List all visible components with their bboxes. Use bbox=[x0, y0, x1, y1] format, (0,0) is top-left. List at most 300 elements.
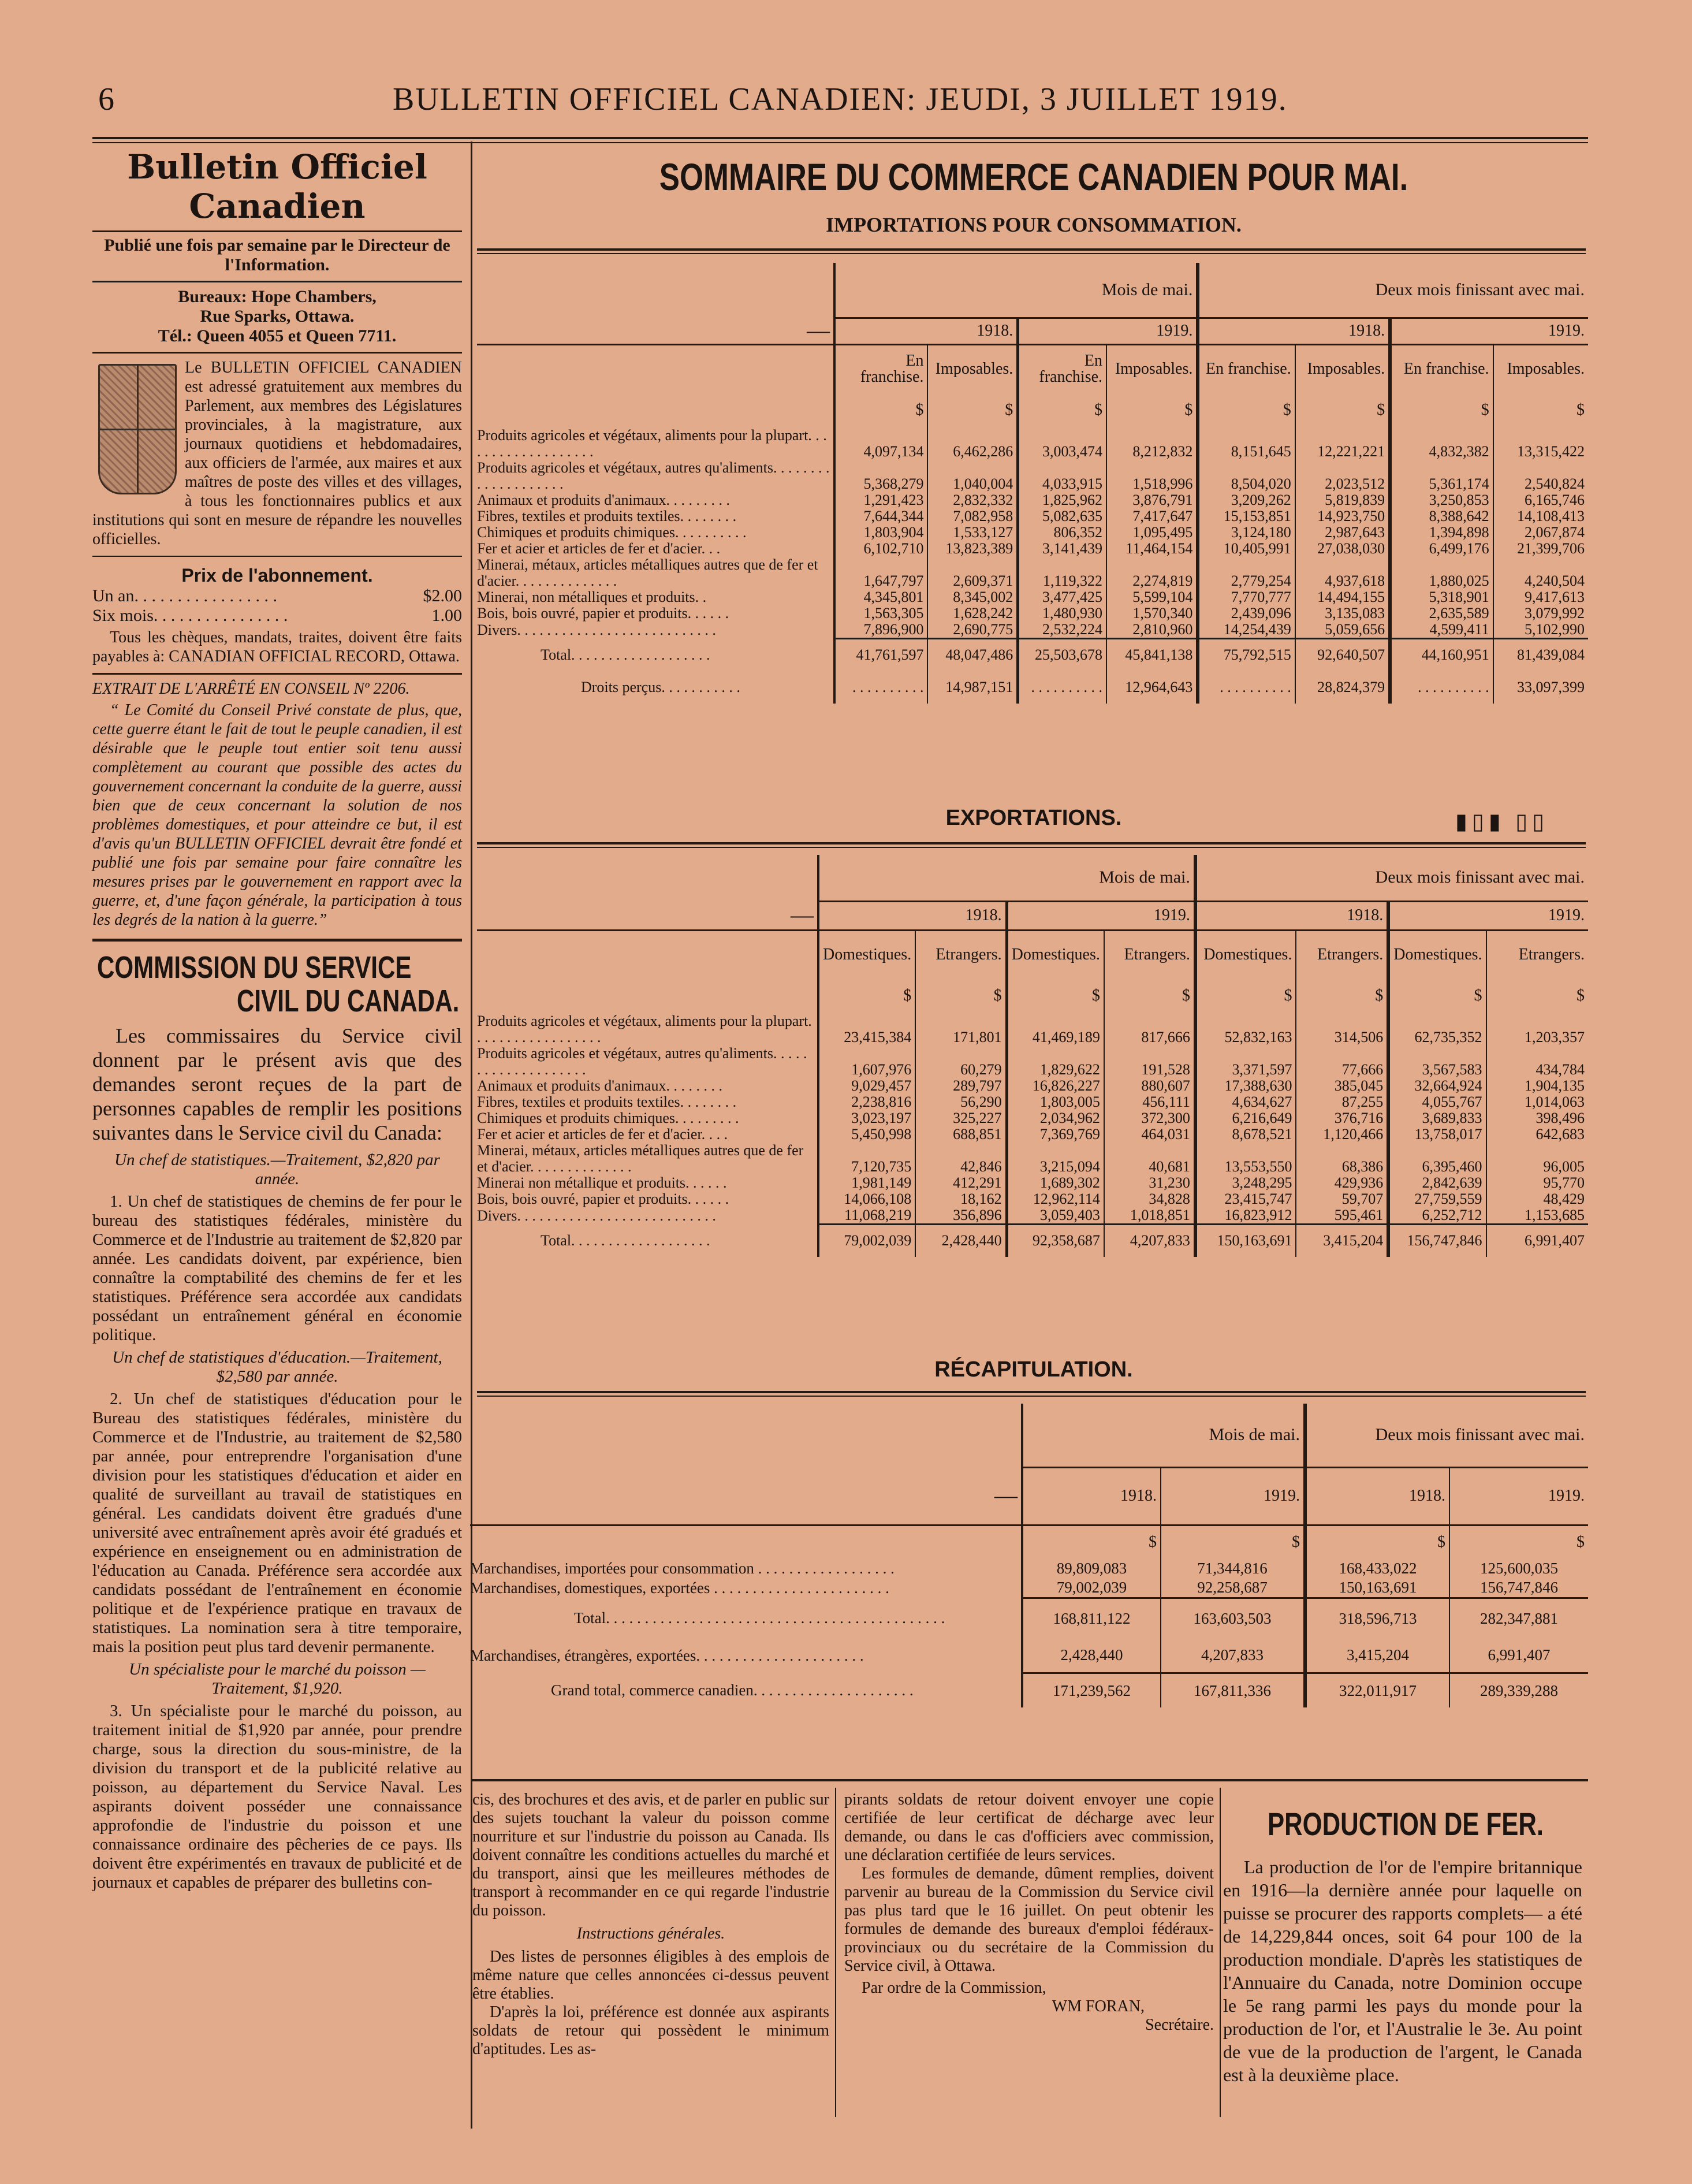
recap-value: 318,596,713 bbox=[1305, 1598, 1449, 1638]
imports-title: IMPORTATIONS POUR CONSOMMATION. bbox=[826, 213, 1242, 236]
row-value: 595,461 bbox=[1296, 1207, 1388, 1225]
row-value: 8,345,002 bbox=[927, 589, 1018, 605]
recap-value: 167,811,336 bbox=[1161, 1673, 1305, 1707]
table-row bbox=[477, 1207, 1588, 1225]
commission-col-3 bbox=[844, 1791, 1214, 2034]
row-value: 7,417,647 bbox=[1106, 508, 1198, 524]
row-value: 52,832,163 bbox=[1195, 1013, 1296, 1046]
dollar-sign: $ bbox=[1388, 978, 1486, 1013]
total-label: Total. . . . . . . . . . . . . . . . . . . bbox=[541, 646, 710, 663]
recap-row bbox=[470, 1558, 1588, 1578]
row-value: 3,248,295 bbox=[1195, 1175, 1296, 1191]
row-value: 1,981,149 bbox=[818, 1175, 915, 1191]
row-value: 6,102,710 bbox=[834, 541, 927, 557]
row-value: 4,055,767 bbox=[1388, 1094, 1486, 1110]
row-value: 13,553,550 bbox=[1195, 1143, 1296, 1175]
recap-row bbox=[470, 1598, 1588, 1638]
recap-row bbox=[470, 1578, 1588, 1598]
row-value: 17,388,630 bbox=[1195, 1078, 1296, 1094]
row-value: 4,097,134 bbox=[834, 427, 927, 460]
total-value: 4,207,833 bbox=[1104, 1225, 1195, 1257]
row-value: 10,405,991 bbox=[1198, 541, 1295, 557]
row-value: 13,315,422 bbox=[1493, 427, 1588, 460]
row-value: 56,290 bbox=[915, 1094, 1007, 1110]
row-value: 5,102,990 bbox=[1493, 622, 1588, 639]
row-value: 2,274,819 bbox=[1106, 557, 1198, 589]
commission-lead: Les commissaires du Service civil donnent par le présent avis que des demandes seront reçues de la part de personnes capables de remplir les positions suivantes dans le Service civil du Canada: bbox=[92, 1024, 462, 1144]
row-label: Chimiques et produits chimiques. . . . . . . . . bbox=[477, 1110, 739, 1126]
table-row bbox=[477, 1175, 1588, 1191]
row-value: 3,689,833 bbox=[1388, 1110, 1486, 1126]
commission-col-2 bbox=[472, 1791, 829, 2059]
row-value: 1,040,004 bbox=[927, 460, 1018, 492]
row-value: 817,666 bbox=[1104, 1013, 1195, 1046]
office-line-1: Bureaux: Hope Chambers, bbox=[178, 287, 377, 306]
row-value: 5,368,279 bbox=[834, 460, 927, 492]
col2-text-a: cis, des brochures et des avis, et de parler en public sur des sujets touchant la valeur du poisson comme nourriture et sur l'industrie du poisson au Canada. Ils doivent connaître les conditions actuelles du marché et du transport, ainsi que les meilleures méthodes de transport à recommander en ce qui regarde l'industrie du poisson. bbox=[472, 1791, 829, 1919]
recap-title: RÉCAPITULATION. bbox=[934, 1357, 1133, 1382]
dollar-sign: $ bbox=[1195, 978, 1296, 1013]
row-value: 412,291 bbox=[915, 1175, 1007, 1191]
duties-value: 14,987,151 bbox=[927, 671, 1018, 704]
total-value: 45,841,138 bbox=[1106, 639, 1198, 671]
recap-value: 156,747,846 bbox=[1449, 1578, 1588, 1598]
row-value: 14,254,439 bbox=[1198, 622, 1295, 639]
position-text-3: 3. Un spécialiste pour le marché du poisson, au traitement initial de $1,920 par année, pour prendre charge, sous la direction du sous-ministre, de la division du transport et de la publicité relative au poisson, au département du Service Naval. Les aspirants doivent posséder une connaissance approfondie de l'industrie du poisson et une connaissance ordinaire des pêcheries de ce pays. Ils doivent être expérimentés en travaux de publicité et de journaux et capables de préparer des bulletins con- bbox=[92, 1702, 462, 1892]
row-value: 87,255 bbox=[1296, 1094, 1388, 1110]
col2-text-c: D'après la loi, préférence est donnée aux aspirants soldats de retour qui possèdent le minimum d'aptitudes. Les as- bbox=[472, 2003, 829, 2058]
row-value: 3,059,403 bbox=[1007, 1207, 1104, 1225]
recap-value: 6,991,407 bbox=[1449, 1638, 1588, 1673]
row-value: 6,216,649 bbox=[1195, 1110, 1296, 1126]
row-label: Bois, bois ouvré, papier et produits. . . . . . bbox=[477, 605, 729, 622]
office-line-2: Rue Sparks, Ottawa. bbox=[200, 307, 355, 326]
signature-title: Secrétaire. bbox=[1145, 2016, 1214, 2034]
exports-table: Mois de mai. Deux mois finissant avec mai. — 1918. 1919. 1918. 1919. Domestiques. Etrangers. Domestiques. Etrangers. Domestiques. Etrangers. Domestiques. Etrangers. $ $ $ $ $ $ $ $ Produits agricoles et végétaux, aliments pour la plupart. . . . . . . . . . . . . . . . . . 23,415,384 171,801 41,469,189 817,666 52,832,163 314,506 62,735,352 1,203,357 Produits agricoles et végétaux, autres qu'aliments. . . . . . . . . . . . . . . . . . . . 1,607,976 60,279 1,829,622 191,528 3,371,597 77,666 3,567,583 434,784 Animaux et produits d'animaux. . . . . . . . 9,029,457 289,797 16,826,227 880,607 17,388,630 385,045 32,664,924 1,904,135 Fibres, textiles et produits textiles. . . . . . . . 2,238,816 56,290 1,803,005 456,111 4,634,627 87,255 4,055,767 1,014,063 Chimiques et produits chimiques. . . . . . . . . 3,023,197 325,227 2,034,962 372,300 6,216,649 376,716 3,689,833 398,496 Fer et acier et articles de fer et d'acier. . . . 5,450,998 688,851 7,369,769 464,031 8,678,521 1,120,466 13,758,017 642,683 Minerai, métaux, articles métalliques autres que de fer et d'acier. . . . . . . . . . . . . . 7,120,735 42,846 3,215,094 40,681 13,553,550 68,386 6,395,460 96,005 Minerai non métallique et produits. . . . . . 1,981,149 412,291 1,689,302 31,230 3,248,295 429,936 2,842,639 95,770 Bois, bois ouvré, papier et produits. . . . . . 14,066,108 18,162 12,962,114 34,828 23,415,747 59,707 27,759,559 48,429 Divers. . . . . . . . . . . . . . . . . . . . . . . . . . . 11,068,219 356,896 3,059,403 1,018,851 16,823,912 595,461 6,252,712 1,153,685 Total. . . . . . . . . . . . . . . . . . . 79,002,039 2,428,440 92,358,687 4,207,833 150,163,691 3,415,204 156,747,846 6,991,407 bbox=[477, 855, 1588, 1257]
position-heading-1: Un chef de statistiques.—Traitement, $2,820 par année. bbox=[114, 1151, 440, 1188]
duties-label: Droits perçus. . . . . . . . . . . bbox=[581, 678, 740, 695]
row-value: 1,880,025 bbox=[1390, 557, 1493, 589]
row-value: 27,038,030 bbox=[1295, 541, 1390, 557]
row-value: 5,318,901 bbox=[1390, 589, 1493, 605]
row-value: 3,250,853 bbox=[1390, 492, 1493, 508]
dollar-sign: $ bbox=[1296, 978, 1388, 1013]
row-label: Fer et acier et articles de fer et d'acier. . . . bbox=[477, 1126, 728, 1143]
row-value: 14,108,413 bbox=[1493, 508, 1588, 524]
duties-dots: . . . . . . . . . . bbox=[1198, 671, 1295, 704]
row-value: 3,876,791 bbox=[1106, 492, 1198, 508]
dollar-sign: $ bbox=[915, 978, 1007, 1013]
row-value: 9,417,613 bbox=[1493, 589, 1588, 605]
row-value: 2,609,371 bbox=[927, 557, 1018, 589]
row-value: 40,681 bbox=[1104, 1143, 1195, 1175]
row-value: 3,003,474 bbox=[1018, 427, 1106, 460]
row-value: 171,801 bbox=[915, 1013, 1007, 1046]
row-value: 23,415,747 bbox=[1195, 1191, 1296, 1207]
row-value: 3,124,180 bbox=[1198, 524, 1295, 541]
table-row bbox=[477, 541, 1588, 557]
row-label: Produits agricoles et végétaux, autres qu'aliments. . . . . . . . . . . . . . . . . . . . bbox=[477, 459, 830, 492]
imports-group-twomonths: Deux mois finissant avec mai. bbox=[1198, 263, 1588, 318]
row-value: 1,203,357 bbox=[1486, 1013, 1588, 1046]
printer-mark-icon: ▮▯▮ ▯▯ bbox=[1455, 810, 1549, 834]
imports-top-rule bbox=[477, 248, 1586, 251]
recap-value: 71,344,816 bbox=[1161, 1558, 1305, 1578]
recap-value: 282,347,881 bbox=[1449, 1598, 1588, 1638]
recap-value: 322,011,917 bbox=[1305, 1673, 1449, 1707]
recap-row bbox=[470, 1638, 1588, 1673]
row-value: 1,480,930 bbox=[1018, 605, 1106, 622]
row-value: 68,386 bbox=[1296, 1143, 1388, 1175]
exports-top-rule bbox=[477, 842, 1586, 844]
col3-text-a: pirants soldats de retour doivent envoyer une copie certifiée de leur certificat de décharge avec leur demande, ou dans le cas d'officiers avec commission, une déclaration certifiée de leurs services. bbox=[844, 1791, 1214, 1864]
recap-top-rule bbox=[477, 1391, 1586, 1393]
extract-text: “ Le Comité du Conseil Privé constate de plus, que, cette guerre étant le fait de tout le peuple canadien, il est désirable que le peuple tout entier soit tenu aussi complètement au courant que possible des actes du gouvernement concernant la conduite de la guerre, aussi bien que de ceux concernant la solution de nos problèmes domestiques, et pour atteindre ce but, il est d'avis qu'un BULLETIN OFFICIEL devrait être fondé et publié une fois par semaine pour faire connaître les mesures prises par le gouvernement en rapport avec la guerre, et, d'une façon générale, la participation à tous les degrés de la nation à la guerre.” bbox=[92, 701, 462, 929]
row-value: 1,689,302 bbox=[1007, 1175, 1104, 1191]
recap-label: Grand total, commerce canadien. . . . . . . . . . . . . . . . . . . . . bbox=[551, 1681, 914, 1699]
table-row bbox=[477, 508, 1588, 524]
header-rule bbox=[92, 137, 1588, 139]
recap-value: 150,163,691 bbox=[1305, 1578, 1449, 1598]
row-value: 41,469,189 bbox=[1007, 1013, 1104, 1046]
row-value: 1,628,242 bbox=[927, 605, 1018, 622]
recap-top-rule-2 bbox=[477, 1396, 1586, 1397]
row-value: 1,095,495 bbox=[1106, 524, 1198, 541]
duties-dots: . . . . . . . . . . bbox=[1018, 671, 1106, 704]
production-title: PRODUCTION DE FER. bbox=[1267, 1806, 1544, 1842]
table-row bbox=[477, 1013, 1588, 1046]
row-value: 2,532,224 bbox=[1018, 622, 1106, 639]
table-row bbox=[477, 557, 1588, 589]
total-value: 150,163,691 bbox=[1195, 1225, 1296, 1257]
table-row bbox=[477, 460, 1588, 492]
row-value: 7,770,777 bbox=[1198, 589, 1295, 605]
intro-paragraph bbox=[92, 358, 462, 549]
left-column bbox=[92, 142, 462, 2129]
row-value: 1,647,797 bbox=[834, 557, 927, 589]
total-value: 75,792,515 bbox=[1198, 639, 1295, 671]
row-value: 398,496 bbox=[1486, 1110, 1588, 1126]
dollar-sign: $ bbox=[1106, 393, 1198, 427]
row-label: Animaux et produits d'animaux. . . . . . . . . bbox=[477, 492, 730, 508]
recap-value: 289,339,288 bbox=[1449, 1673, 1588, 1707]
row-value: 8,504,020 bbox=[1198, 460, 1295, 492]
price-row: Un an. . . . . . . . . . . . . . . . . $2.00 bbox=[92, 586, 462, 605]
row-value: 4,832,382 bbox=[1390, 427, 1493, 460]
table-row bbox=[477, 1078, 1588, 1094]
row-value: 4,240,504 bbox=[1493, 557, 1588, 589]
row-value: 456,111 bbox=[1104, 1094, 1195, 1110]
dollar-sign: $ bbox=[1018, 393, 1106, 427]
row-value: 5,599,104 bbox=[1106, 589, 1198, 605]
row-value: 1,570,340 bbox=[1106, 605, 1198, 622]
recap-table: Mois de mai. Deux mois finissant avec mai. — 1918. 1919. 1918. 1919. $ $ $ $ Marchandises, importées pour consommation . . . . . . . . . . . . . . . . . . 89,809,083 71,344,816 168,433,022 125,600,035 Marchandises, domestiques, exportées . . . . . . . . . . . . . . . . . . . . . . . 79,002,039 92,258,687 150,163,691 156,747,846 Total. . . . . . . . . . . . . . . . . . . . . . . . . . . . . . . . . . . . . . . . . . . . 168,811,122 163,603,503 318,596,713 282,347,881 Marchandises, étrangères, exportées. . . . . . . . . . . . . . . . . . . . . . 2,428,440 4,207,833 3,415,204 6,991,407 Grand total, commerce canadien. . . . . . . . . . . . . . . . . . . . . 171,239,562 167,811,336 322,011,917 289,339,288 bbox=[470, 1404, 1588, 1707]
production-text: La production de l'or de l'empire britannique en 1916—la dernière année pour laquelle on puisse se procurer des rapports complets— a été de 14,229,844 onces, soit 64 pour 100 de la production mondiale. D'après les statistiques de l'Annuaire du Canada, notre Dominion occupe le 5e rang parmi les pays du monde pour la production de l'or, et l'Australie le 3e. Au point de vue de la production de l'argent, le Canada est à la deuxième place. bbox=[1223, 1856, 1582, 2085]
col3-text-c: Par ordre de la Commission, bbox=[862, 1979, 1046, 1997]
row-value: 34,828 bbox=[1104, 1191, 1195, 1207]
bottom-divider-1 bbox=[835, 1788, 836, 2117]
row-value: 13,758,017 bbox=[1388, 1126, 1486, 1143]
row-value: 62,735,352 bbox=[1388, 1013, 1486, 1046]
row-value: 48,429 bbox=[1486, 1191, 1588, 1207]
row-value: 2,832,332 bbox=[927, 492, 1018, 508]
row-value: 4,937,618 bbox=[1295, 557, 1390, 589]
recap-label: Marchandises, étrangères, exportées. . . . . . . . . . . . . . . . . . . . . . bbox=[470, 1647, 864, 1664]
row-value: 7,644,344 bbox=[834, 508, 927, 524]
row-value: 6,462,286 bbox=[927, 427, 1018, 460]
row-value: 15,153,851 bbox=[1198, 508, 1295, 524]
row-value: 880,607 bbox=[1104, 1078, 1195, 1094]
row-value: 5,450,998 bbox=[818, 1126, 915, 1143]
row-value: 7,896,900 bbox=[834, 622, 927, 639]
row-value: 59,707 bbox=[1296, 1191, 1388, 1207]
table-row bbox=[477, 1143, 1588, 1175]
position-heading-2: Un chef de statistiques d'éducation.—Traitement, $2,580 par année. bbox=[112, 1348, 442, 1386]
row-value: 23,415,384 bbox=[818, 1013, 915, 1046]
row-value: 3,477,425 bbox=[1018, 589, 1106, 605]
row-value: 1,904,135 bbox=[1486, 1078, 1588, 1094]
row-value: 191,528 bbox=[1104, 1046, 1195, 1078]
row-label: Produits agricoles et végétaux, aliments pour la plupart. . . . . . . . . . . . . . . . . . bbox=[477, 1013, 812, 1046]
total-value: 44,160,951 bbox=[1390, 639, 1493, 671]
exports-group-month: Mois de mai. bbox=[818, 855, 1195, 901]
row-value: 12,962,114 bbox=[1007, 1191, 1104, 1207]
duties-value: 33,097,399 bbox=[1493, 671, 1588, 704]
commission-title-1: COMMISSION DU SERVICE bbox=[97, 950, 412, 985]
row-label: Fer et acier et articles de fer et d'acier. . . bbox=[477, 540, 721, 557]
row-value: 2,842,639 bbox=[1388, 1175, 1486, 1191]
bottom-section-rule bbox=[472, 1779, 1588, 1781]
total-label: Total. . . . . . . . . . . . . . . . . . . bbox=[541, 1231, 710, 1249]
table-row bbox=[477, 589, 1588, 605]
row-label: Minerai, métaux, articles métalliques autres que de fer et d'acier. . . . . . . . . . . . . . bbox=[477, 556, 818, 589]
commission-title-2: CIVIL DU CANADA. bbox=[237, 984, 460, 1018]
row-label: Produits agricoles et végétaux, autres qu'aliments. . . . . . . . . . . . . . . . . . . . bbox=[477, 1045, 807, 1078]
row-value: 32,664,924 bbox=[1388, 1078, 1486, 1094]
row-value: 325,227 bbox=[915, 1110, 1007, 1126]
row-value: 1,803,904 bbox=[834, 524, 927, 541]
recap-value: 2,428,440 bbox=[1022, 1638, 1161, 1673]
row-value: 5,059,656 bbox=[1295, 622, 1390, 639]
row-value: 95,770 bbox=[1486, 1175, 1588, 1191]
row-label: Divers. . . . . . . . . . . . . . . . . . . . . . . . . . . bbox=[477, 1207, 716, 1224]
recap-value: 92,258,687 bbox=[1161, 1578, 1305, 1598]
duties-dots: . . . . . . . . . . bbox=[834, 671, 927, 704]
table-row bbox=[477, 622, 1588, 639]
recap-value: 168,811,122 bbox=[1022, 1598, 1161, 1638]
recap-value: 4,207,833 bbox=[1161, 1638, 1305, 1673]
row-label: Animaux et produits d'animaux. . . . . . . . bbox=[477, 1077, 722, 1094]
total-value: 25,503,678 bbox=[1018, 639, 1106, 671]
row-value: 642,683 bbox=[1486, 1126, 1588, 1143]
row-value: 3,023,197 bbox=[818, 1110, 915, 1126]
total-value: 79,002,039 bbox=[818, 1225, 915, 1257]
total-value: 41,761,597 bbox=[834, 639, 927, 671]
row-value: 3,371,597 bbox=[1195, 1046, 1296, 1078]
row-value: 4,033,915 bbox=[1018, 460, 1106, 492]
row-value: 60,279 bbox=[915, 1046, 1007, 1078]
row-value: 314,506 bbox=[1296, 1013, 1388, 1046]
row-value: 1,014,063 bbox=[1486, 1094, 1588, 1110]
page-number: 6 bbox=[98, 81, 114, 117]
row-label: Minerai non métallique et produits. . . . . . bbox=[477, 1174, 727, 1191]
dollar-sign: $ bbox=[818, 978, 915, 1013]
dollar-sign: $ bbox=[1390, 393, 1493, 427]
summary-title: SOMMAIRE DU COMMERCE CANADIEN POUR MAI. bbox=[659, 155, 1408, 198]
row-value: 6,252,712 bbox=[1388, 1207, 1486, 1225]
row-value: 376,716 bbox=[1296, 1110, 1388, 1126]
total-value: 92,358,687 bbox=[1007, 1225, 1104, 1257]
recap-value: 163,603,503 bbox=[1161, 1598, 1305, 1638]
row-label: Chimiques et produits chimiques. . . . . . . . . . bbox=[477, 524, 747, 541]
row-label: Minerai, métaux, articles métalliques autres que de fer et d'acier. . . . . . . . . . . . . . bbox=[477, 1142, 804, 1175]
dollar-sign: $ bbox=[1104, 978, 1195, 1013]
masthead-subtitle: Publié une fois par semaine par le Directeur de l'Information. bbox=[104, 236, 450, 274]
row-value: 27,759,559 bbox=[1388, 1191, 1486, 1207]
row-value: 2,987,643 bbox=[1295, 524, 1390, 541]
row-value: 6,395,460 bbox=[1388, 1143, 1486, 1175]
row-value: 3,135,083 bbox=[1295, 605, 1390, 622]
row-value: 5,819,839 bbox=[1295, 492, 1390, 508]
exports-title: EXPORTATIONS. bbox=[945, 806, 1122, 830]
row-value: 1,803,005 bbox=[1007, 1094, 1104, 1110]
row-value: 2,810,960 bbox=[1106, 622, 1198, 639]
total-value: 92,640,507 bbox=[1295, 639, 1390, 671]
row-value: 4,345,801 bbox=[834, 589, 927, 605]
row-value: 13,823,389 bbox=[927, 541, 1018, 557]
row-value: 806,352 bbox=[1018, 524, 1106, 541]
duties-row bbox=[477, 671, 1588, 704]
subscription-title: Prix de l'abonnement. bbox=[181, 565, 373, 586]
total-row bbox=[477, 1225, 1588, 1257]
table-row bbox=[477, 1191, 1588, 1207]
total-value: 48,047,486 bbox=[927, 639, 1018, 671]
row-value: 8,388,642 bbox=[1390, 508, 1493, 524]
row-value: 1,825,962 bbox=[1018, 492, 1106, 508]
row-value: 2,540,824 bbox=[1493, 460, 1588, 492]
row-value: 3,215,094 bbox=[1007, 1143, 1104, 1175]
total-value: 156,747,846 bbox=[1388, 1225, 1486, 1257]
position-text-1: 1. Un chef de statistiques de chemins de fer pour le bureau des statistiques fédérales, ministère du Commerce et de l'Industrie au traitement de $2,820 par année. Les candidats doivent, par expérience, bien connaître la comptabilité des chemins de fer et les statistiques. Préférence sera accordée aux candidats possédant un entraînement général en économie politique. bbox=[92, 1192, 462, 1344]
row-value: 372,300 bbox=[1104, 1110, 1195, 1126]
row-value: 2,238,816 bbox=[818, 1094, 915, 1110]
dollar-sign: $ bbox=[834, 393, 927, 427]
total-row bbox=[477, 639, 1588, 671]
row-value: 1,533,127 bbox=[927, 524, 1018, 541]
row-value: 1,119,322 bbox=[1018, 557, 1106, 589]
row-value: 1,563,305 bbox=[834, 605, 927, 622]
running-header bbox=[92, 81, 1588, 133]
dollar-sign: $ bbox=[1493, 393, 1588, 427]
row-value: 4,634,627 bbox=[1195, 1094, 1296, 1110]
row-value: 385,045 bbox=[1296, 1078, 1388, 1094]
dollar-sign: $ bbox=[1295, 393, 1390, 427]
table-row bbox=[477, 1094, 1588, 1110]
exports-group-twomonths: Deux mois finissant avec mai. bbox=[1195, 855, 1588, 901]
row-value: 289,797 bbox=[915, 1078, 1007, 1094]
row-value: 18,162 bbox=[915, 1191, 1007, 1207]
duties-value: 28,824,379 bbox=[1295, 671, 1390, 704]
recap-value: 79,002,039 bbox=[1022, 1578, 1161, 1598]
row-value: 6,165,746 bbox=[1493, 492, 1588, 508]
table-row bbox=[477, 1110, 1588, 1126]
total-value: 2,428,440 bbox=[915, 1225, 1007, 1257]
dollar-sign: $ bbox=[927, 393, 1018, 427]
table-row bbox=[477, 1126, 1588, 1143]
general-instructions-heading: Instructions générales. bbox=[576, 1925, 725, 1943]
exports-top-rule-2 bbox=[477, 847, 1586, 848]
row-value: 14,923,750 bbox=[1295, 508, 1390, 524]
signature-name: WM FORAN, bbox=[1052, 1997, 1145, 2015]
recap-value: 89,809,083 bbox=[1022, 1558, 1161, 1578]
dollar-sign: $ bbox=[1007, 978, 1104, 1013]
row-value: 3,141,439 bbox=[1018, 541, 1106, 557]
row-value: 21,399,706 bbox=[1493, 541, 1588, 557]
table-row bbox=[477, 605, 1588, 622]
row-value: 1,518,996 bbox=[1106, 460, 1198, 492]
row-value: 14,494,155 bbox=[1295, 589, 1390, 605]
row-value: 3,567,583 bbox=[1388, 1046, 1486, 1078]
row-value: 1,153,685 bbox=[1486, 1207, 1588, 1225]
extract-title: EXTRAIT DE L'ARRÊTÉ EN CONSEIL Nº 2206. bbox=[92, 680, 410, 698]
recap-value: 125,600,035 bbox=[1449, 1558, 1588, 1578]
position-text-2: 2. Un chef de statistiques d'éducation pour le Bureau des statistiques fédérales, ministère du Commerce et de l'Industrie, au traitement de $2,580 par année, pour entreprendre l'organisation d'une division pour les statistiques d'éducation et aider en qualité de surveillant au travail de statistiques en général. Les candidats doivent être gradués d'une université avec entraînement après avoir été gradués et expérience en enseignement ou en administration de l'éducation au Canada. Préférence sera accordée aux candidats possédant de l'entraînement en économie politique et de l'expérience pratique en travaux de statistiques. La nomination sera à titre temporaire, mais la position peut plus tard devenir permanente. bbox=[92, 1390, 462, 1656]
row-value: 31,230 bbox=[1104, 1175, 1195, 1191]
row-value: 8,678,521 bbox=[1195, 1126, 1296, 1143]
row-value: 2,439,096 bbox=[1198, 605, 1295, 622]
row-value: 2,690,775 bbox=[927, 622, 1018, 639]
row-value: 5,082,635 bbox=[1018, 508, 1106, 524]
table-row bbox=[477, 427, 1588, 460]
total-value: 81,439,084 bbox=[1493, 639, 1588, 671]
duties-value: 12,964,643 bbox=[1106, 671, 1198, 704]
col2-text-b: Des listes de personnes éligibles à des emplois de même nature que celles annoncées ci-dessus peuvent être établies. bbox=[472, 1948, 829, 2003]
row-value: 14,066,108 bbox=[818, 1191, 915, 1207]
row-value: 7,120,735 bbox=[818, 1143, 915, 1175]
row-value: 1,291,423 bbox=[834, 492, 927, 508]
position-heading-3: Un spécialiste pour le marché du poisson —Traitement, $1,920. bbox=[129, 1660, 426, 1698]
running-title: BULLETIN OFFICIEL CANADIEN: JEUDI, 3 JUILLET 1919. bbox=[393, 81, 1288, 117]
recap-label: Marchandises, domestiques, exportées . . . . . . . . . . . . . . . . . . . . . . . bbox=[470, 1579, 889, 1597]
price-row: Six mois. . . . . . . . . . . . . . . . 1.00 bbox=[92, 606, 462, 625]
dollar-sign: $ bbox=[1486, 978, 1588, 1013]
row-label: Fibres, textiles et produits textiles. . . . . . . . bbox=[477, 508, 737, 524]
row-value: 3,209,262 bbox=[1198, 492, 1295, 508]
row-value: 3,079,992 bbox=[1493, 605, 1588, 622]
coat-of-arms-icon bbox=[98, 364, 177, 494]
row-value: 1,607,976 bbox=[818, 1046, 915, 1078]
recap-value: 168,433,022 bbox=[1305, 1558, 1449, 1578]
intro-text: Le BULLETIN OFFICIEL CANADIEN est adressé gratuitement aux membres du Parlement, aux membres des Législatures provinciales, à la magistrature, aux journaux quotidiens et hebdomadaires, aux officiers de l'armée, aux maires et aux maîtres de poste des villes et des villages, à tous les fonctionnaires publics et aux institutions qui sont en mesure de répandre les nouvelles officielles. bbox=[92, 359, 462, 548]
row-value: 1,120,466 bbox=[1296, 1126, 1388, 1143]
row-value: 7,369,769 bbox=[1007, 1126, 1104, 1143]
row-value: 8,212,832 bbox=[1106, 427, 1198, 460]
row-value: 429,936 bbox=[1296, 1175, 1388, 1191]
row-label: Bois, bois ouvré, papier et produits. . . . . . bbox=[477, 1190, 729, 1207]
row-value: 2,635,589 bbox=[1390, 605, 1493, 622]
row-value: 2,779,254 bbox=[1198, 557, 1295, 589]
row-value: 2,023,512 bbox=[1295, 460, 1390, 492]
masthead-title: Bulletin Officiel Canadien bbox=[127, 147, 427, 226]
duties-dots: . . . . . . . . . . bbox=[1390, 671, 1493, 704]
row-value: 16,826,227 bbox=[1007, 1078, 1104, 1094]
total-value: 3,415,204 bbox=[1296, 1225, 1388, 1257]
row-value: 96,005 bbox=[1486, 1143, 1588, 1175]
recap-label: Total. . . . . . . . . . . . . . . . . . . . . . . . . . . . . . . . . . . . . . . . . . . . bbox=[574, 1609, 945, 1627]
imports-group-month: Mois de mai. bbox=[834, 263, 1198, 318]
row-value: 464,031 bbox=[1104, 1126, 1195, 1143]
row-value: 11,464,154 bbox=[1106, 541, 1198, 557]
